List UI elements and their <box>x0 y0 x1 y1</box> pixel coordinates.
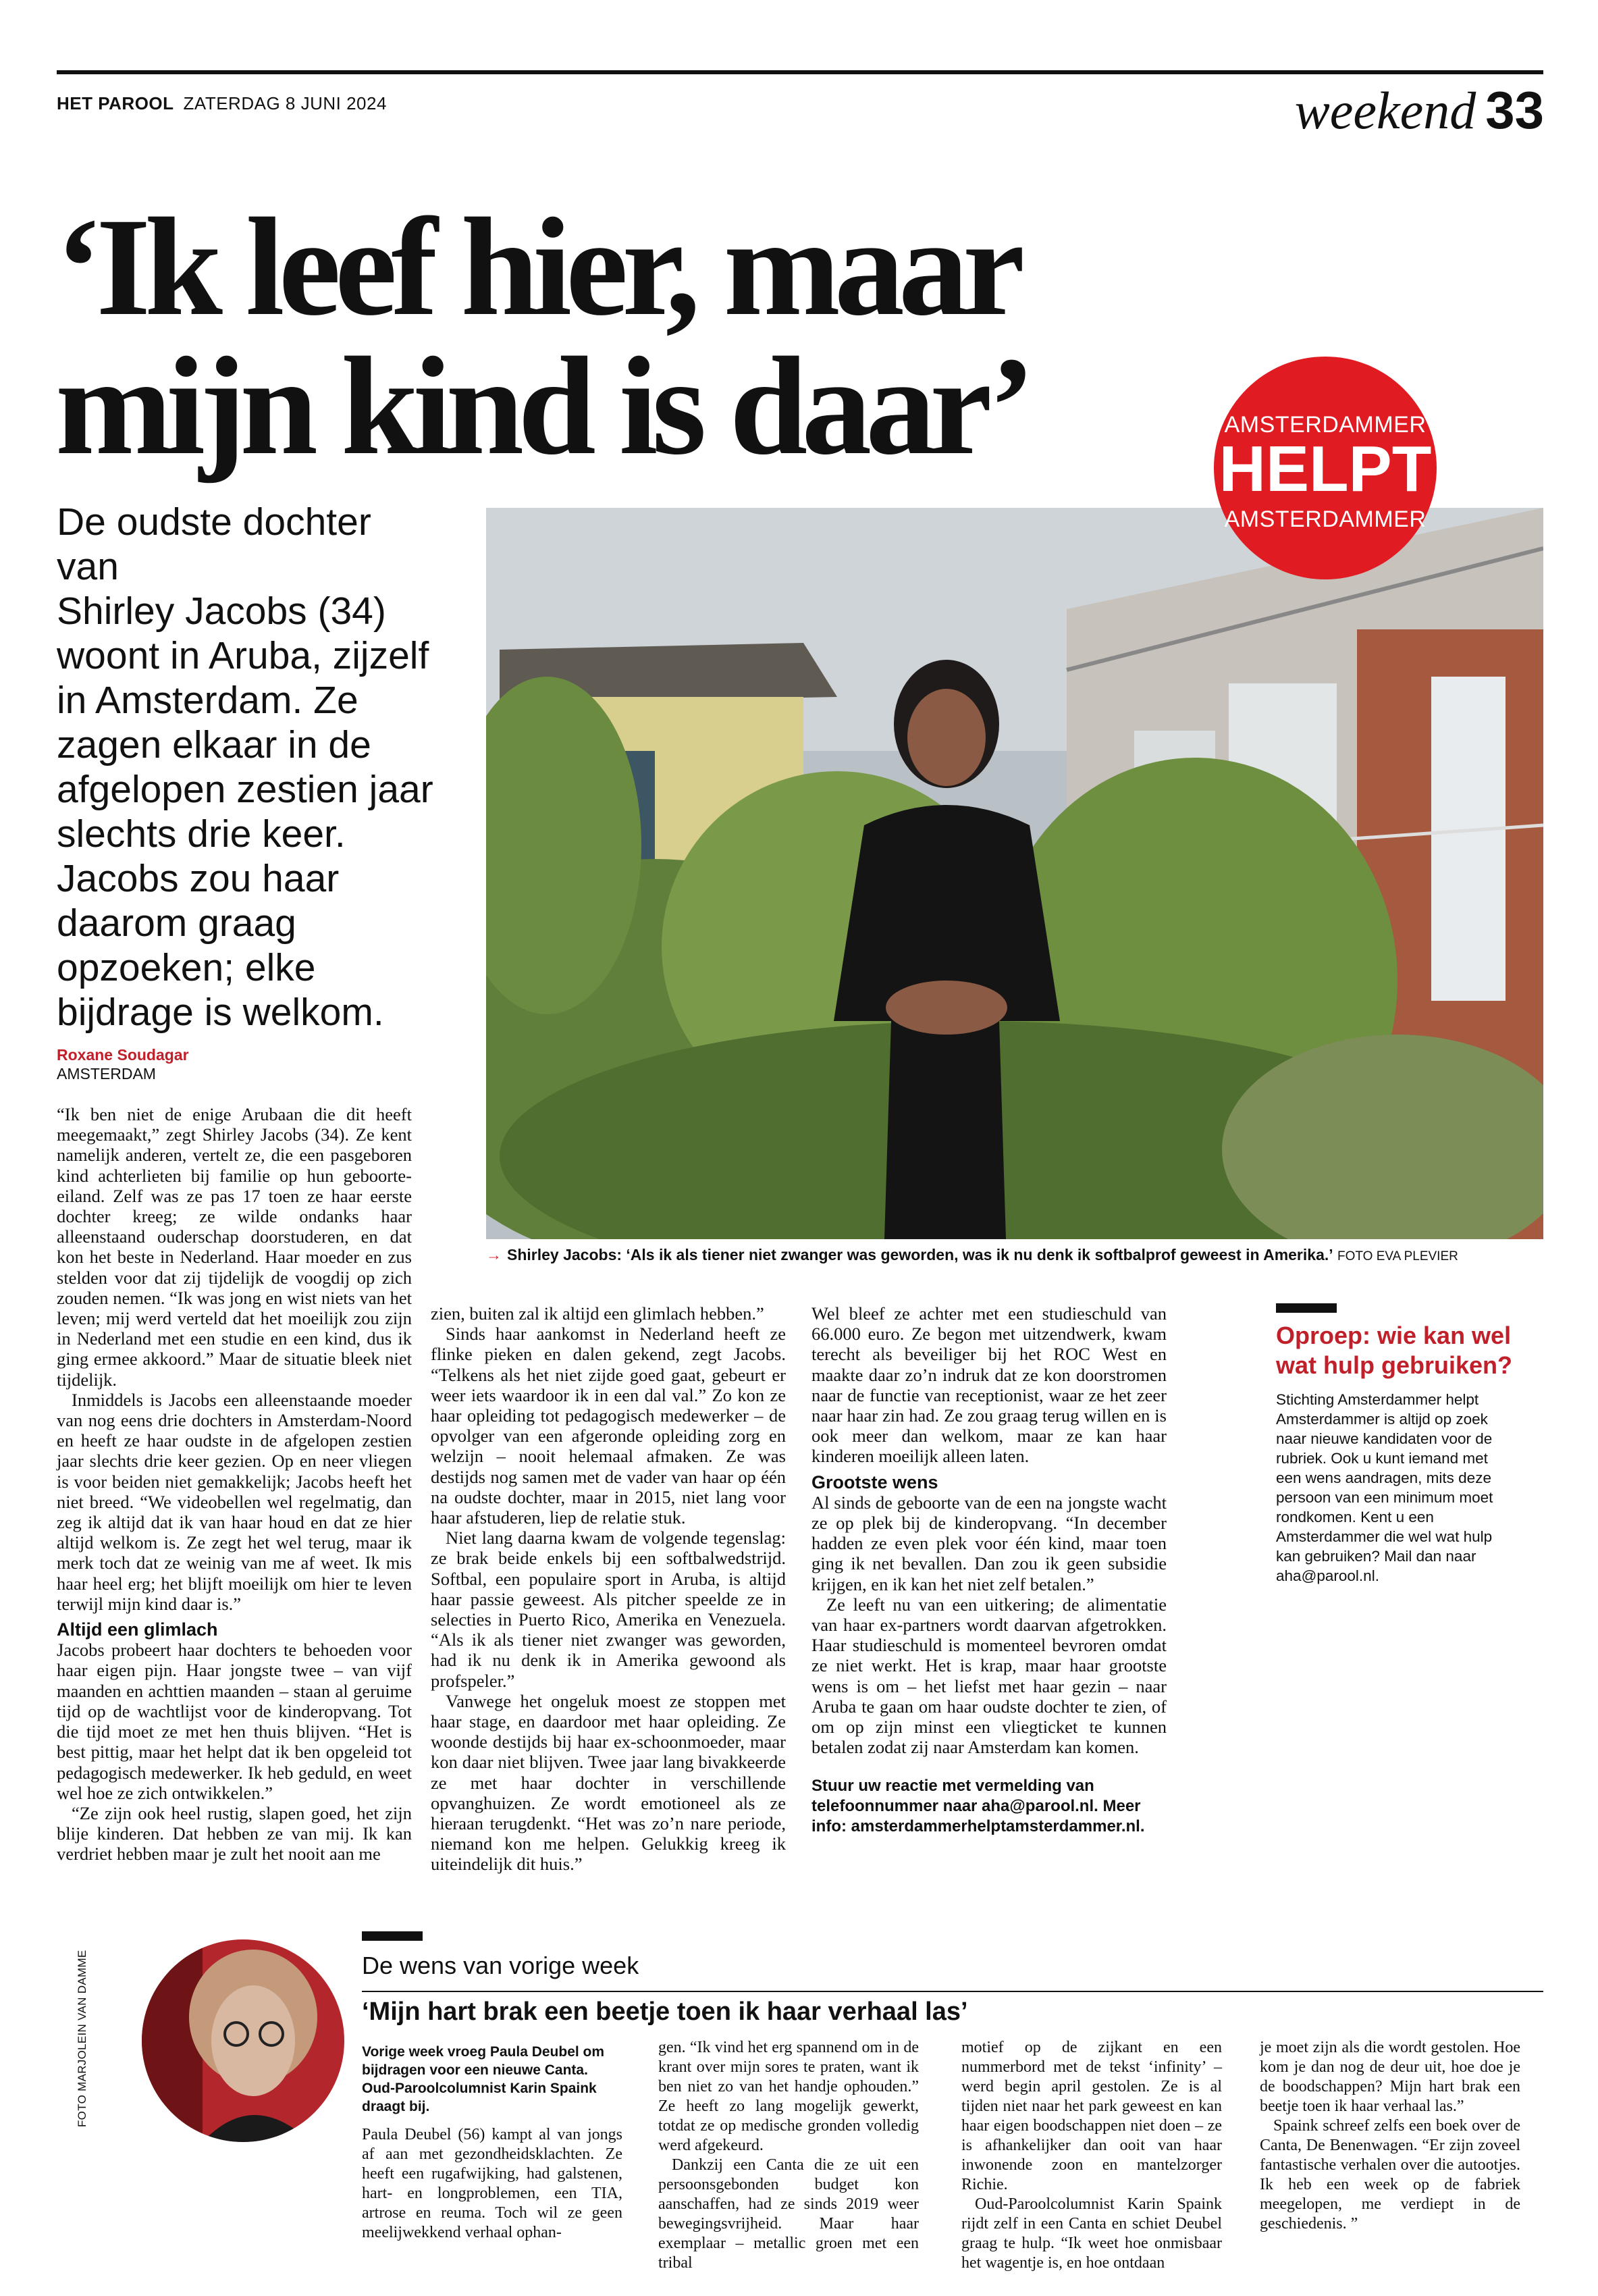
arrow-icon: → <box>486 1246 502 1263</box>
paragraph: Ze leeft nu van een uitkering; de alimentatie van haar ex-partners wordt daarvan afgetrokken. Haar studieschuld is momenteel bevroren omdat ze niet werkt. Het is krap, maar haar grootste wens is om – het liefst met haar gezin – naar Aruba te gaan om haar oudste dochter te zien, of om op zijn minst een vliegticket te kunnen betalen zodat zij naar Amsterdam kan komen. <box>811 1594 1167 1758</box>
page-number: 33 <box>1485 80 1544 140</box>
paragraph: motief op de zijkant en een nummerbord met de tekst ‘infinity’ – werd begin april gestolen. Ze is al tijden niet naar het park geweest en kan haar eigen boodschappen niet doen – ze is afhankelijker dan ooit van haar inwonende zoon en mantelzorger Richie. <box>961 2039 1222 2193</box>
paragraph: Al sinds de geboorte van de een na jongste wacht ze op plek bij de kinderopvang. “In december hadden ze even plek voor één kind, maar toen ging ik net bevallen. Dan zou ik geen subsidie krijgen, en ik kan het niet zelf betalen.” <box>811 1492 1167 1594</box>
paragraph: “Ik ben niet de enige Arubaan die dit heeft meegemaakt,” zegt Shirley Jacobs (34). Ze kent namelijk anderen, vertelt ze, die een pasgeboren kind achterlieten bij familie op hun geboorte-eiland. Zelf was ze pas 17 toen ze haar eerste dochter kreeg; ze wilde ondanks haar alleenstaand ouderschap doorstuderen, en dat kon het beste in Nederland. Haar moeder en zus stelden voor dat zij tijdelijk de voogdij op zich zouden nemen. “Ik was jong en wist niets van het leven; mij werd verteld dat het moeilijk zou zijn in Nederland met een studie en een kind, dus ik ging ermee akkoord.” Maar de situatie bleek niet tijdelijk. <box>57 1104 412 1390</box>
badge-top: AMSTERDAMMER <box>1224 412 1427 438</box>
article-column-1 <box>57 1104 412 1864</box>
wens-bar <box>362 1931 423 1941</box>
wens-rule <box>362 1991 1543 1992</box>
lead-text: De oudste dochter van Shirley Jacobs (34) woont in Aruba, zijzelf in Amsterdam. Ze zagen elkaar in de afgelopen zestien jaar slechts drie keer. Jacobs zou haar daarom graag opzoeken; elke bijdrage is welkom. <box>57 500 433 1034</box>
wens-column-1 <box>362 2043 622 2243</box>
wens-intro: Vorige week vroeg Paula Deubel om bijdragen voor een nieuwe Canta. Oud-Paroolcolumnist Karin Spaink draagt bij. <box>362 2044 605 2114</box>
helpt-badge <box>1214 357 1437 579</box>
paragraph: Spaink schreef zelfs een boek over de Canta, De Benenwagen. “Er zijn zoveel fantastische verhalen over die autootjes. Ik heb een week op de fabriek meegelopen, me verdiept in de geschiedenis. ” <box>1260 2117 1520 2233</box>
author-name: Roxane Soudagar <box>57 1046 189 1064</box>
portrait-credit: FOTO MARJOLEIN VAN DAMME <box>76 1950 88 2127</box>
badge-middle: HELPT <box>1219 433 1432 505</box>
photo-credit: FOTO EVA PLEVIER <box>1337 1249 1458 1263</box>
section-name: weekend <box>1294 81 1476 140</box>
paragraph: “Ze zijn ook heel rustig, slapen goed, het zijn blije kinderen. Dat hebben ze van mij. Ik kan verdriet hebben maar je zult het nooit aan me <box>57 1802 412 1864</box>
paragraph: Jacobs probeert haar dochters te behoeden voor haar eigen pijn. Haar jongste twee – van vijf maanden en achttien maanden – staan al geruime tijd op de wachtlijst voor de kinderopvang. Tot die tijd moet ze met hen thuis blijven. “Het is best pittig, maar het helpt dat ik ben opgeleid tot pedagogisch medewerker. Ik heb geduld, en weet wel hoe ze zich ontwikkelen.” <box>57 1640 412 1803</box>
byline-place: AMSTERDAM <box>57 1065 156 1082</box>
issue-date: ZATERDAG 8 JUNI 2024 <box>183 93 387 113</box>
paragraph: gen. “Ik vind het erg spannend om in de krant over mijn sores te praten, want ik ben niet zo van het handje ophouden.” Ze heeft zo lang mogelijk gewerkt, totdat ze op medische gronden volledig werd afgekeurd. <box>658 2039 919 2154</box>
box-bar <box>1276 1303 1337 1313</box>
call-out-box <box>1276 1303 1512 1586</box>
contact-callout: Stuur uw reactie met vermelding van telefoonnummer naar aha@parool.nl. Meer info: amsterdammerhelptamsterdammer.nl. <box>811 1777 1145 1836</box>
paragraph: Dankzij een Canta die ze uit een persoonsgebonden budget kon aanschaffen, had ze sinds 2019 weer bewegingsvrijheid. Maar haar exemplaar – metallic groen met een tribal <box>658 2156 919 2272</box>
masthead <box>57 93 387 114</box>
paragraph: Vanwege het ongeluk moest ze stoppen met haar stage, en daardoor met haar opleiding. Ze woonde destijds bij haar ex-schoonmoeder, maar kon daar niet blijven. Twee jaar lang bivakkeerde ze met haar dochter in verschillende opvanghuizen. Ze wordt emotioneel als ze hieraan terugdenkt. “Het was zo’n nare periode, niemand kon me helpen. Gelukkig kreeg ik uiteindelijk dit huis.” <box>431 1690 786 1875</box>
byline <box>57 1045 189 1083</box>
wens-label: De wens van vorige week <box>362 1952 639 1979</box>
wens-title: ‘Mijn hart brak een beetje toen ik haar verhaal las’ <box>362 1998 968 2026</box>
box-title: Oproep: wie kan wel wat hulp gebruiken? <box>1276 1322 1513 1379</box>
article-column-2 <box>431 1303 786 1875</box>
top-rule <box>57 70 1543 74</box>
main-photo <box>486 508 1543 1239</box>
paragraph: Wel bleef ze achter met een studieschuld van 66.000 euro. Ze begon met uitzendwerk, kwam terecht als beveiliger bij het ROC West en maakte daar zo’n indruk dat ze kon doorstromen naar de functie van receptionist, waar ze het zeer naar haar zin had. Ze zou graag terug willen en is ook meer dan welkom, maar ze kan haar kinderen moeilijk alleen laten. <box>811 1303 1167 1467</box>
section-header <box>1295 80 1544 141</box>
wens-column-3 <box>961 2038 1222 2273</box>
paragraph: Paula Deubel (56) kampt al van jongs af aan met gezondheidsklachten. Ze heeft een rugafwijking, had galstenen, hart- en longproblemen, een TIA, artrose en reuma. Toch wil ze geen meelijwekkend verhaal ophan- <box>362 2126 622 2241</box>
article-column-3 <box>811 1303 1167 1837</box>
photo-caption <box>486 1246 1458 1264</box>
paragraph: Niet lang daarna kwam de volgende tegenslag: ze brak beide enkels bij een softbalwedstrijd. Softbal, een populaire sport in Aruba, is altijd haar passie geweest. Als pitcher speelde ze in selecties in Puerto Rico, Amerika en Venezuela. “Als ik als tiener niet zwanger was geworden, had ik nu denk ik in Amerika gewoond als profspeler.” <box>431 1528 786 1691</box>
badge-bottom: AMSTERDAMMER <box>1224 506 1427 532</box>
headline: ‘Ik leef hier, maar mijn kind is daar’ <box>55 189 1030 484</box>
caption-text: Shirley Jacobs: ‘Als ik als tiener niet zwanger was geworden, was ik nu denk ik softbalprof geweest in Amerika.’ <box>507 1246 1333 1263</box>
paragraph: Inmiddels is Jacobs een alleenstaande moeder van nog eens drie dochters in Amsterdam-Noord en heeft ze haar oudste in de afgelopen zestien jaar slechts drie keer gezien. Op en neer vliegen is voor beiden niet gemakkelijk; Jacobs heeft het niet breed. “We videobellen wel regelmatig, dan zeg ik altijd dat ik van haar houd en dat ze hier altijd welkom is. Ze zegt het wel terug, maar ik merk toch dat ze weinig van me af weet. Ik mis haar heel erg; het blijft moeilijk om hier te leven terwijl mijn kind daar is.” <box>57 1389 412 1614</box>
box-body: Stichting Amsterdammer helpt Amsterdammer is altijd op zoek naar nieuwe kandidaten voor de rubriek. Ook u kunt iemand met een wens aandragen, mits deze persoon van een minimum moet rondkomen. Kent u een Amsterdammer die wel wat hulp kan gebruiken? Mail dan naar aha@parool.nl. <box>1276 1391 1493 1584</box>
wens-column-2 <box>658 2038 919 2273</box>
paper-name: HET PAROOL <box>57 93 174 113</box>
paragraph: zien, buiten zal ik altijd een glimlach hebben.” <box>431 1303 764 1324</box>
subheading: Altijd een glimlach <box>57 1619 218 1640</box>
wens-column-4 <box>1260 2038 1520 2234</box>
portrait-photo <box>142 1939 344 2142</box>
paragraph: Sinds haar aankomst in Nederland heeft ze flinke pieken en dalen gekend, zegt Jacobs. “Telkens als het niet zijde goed gaat, gebeurt er weer iets waardoor ik in een dal val.” Zo kon ze haar opleiding tot pedagogisch medewerker – de opvolger van een afgeronde opleiding zorg en welzijn – nooit helemaal afmaken. Ze was destijds nog samen met de vader van haar op één na oudste dochter, maar in 2015, niet lang voor haar afstuderen, liep de relatie stuk. <box>431 1324 786 1528</box>
paragraph: je moet zijn als die wordt gestolen. Hoe kom je dan nog de deur uit, hoe doe je de boodschappen? Mijn hart brak een beetje toen ik haar verhaal las.” <box>1260 2039 1520 2115</box>
subheading: Grootste wens <box>811 1471 938 1492</box>
paragraph: Oud-Paroolcolumnist Karin Spaink rijdt zelf in een Canta en schiet Deubel graag te hulp. “Ik weet hoe onmisbaar het wagentje is, en hoe ontdaan <box>961 2195 1222 2272</box>
